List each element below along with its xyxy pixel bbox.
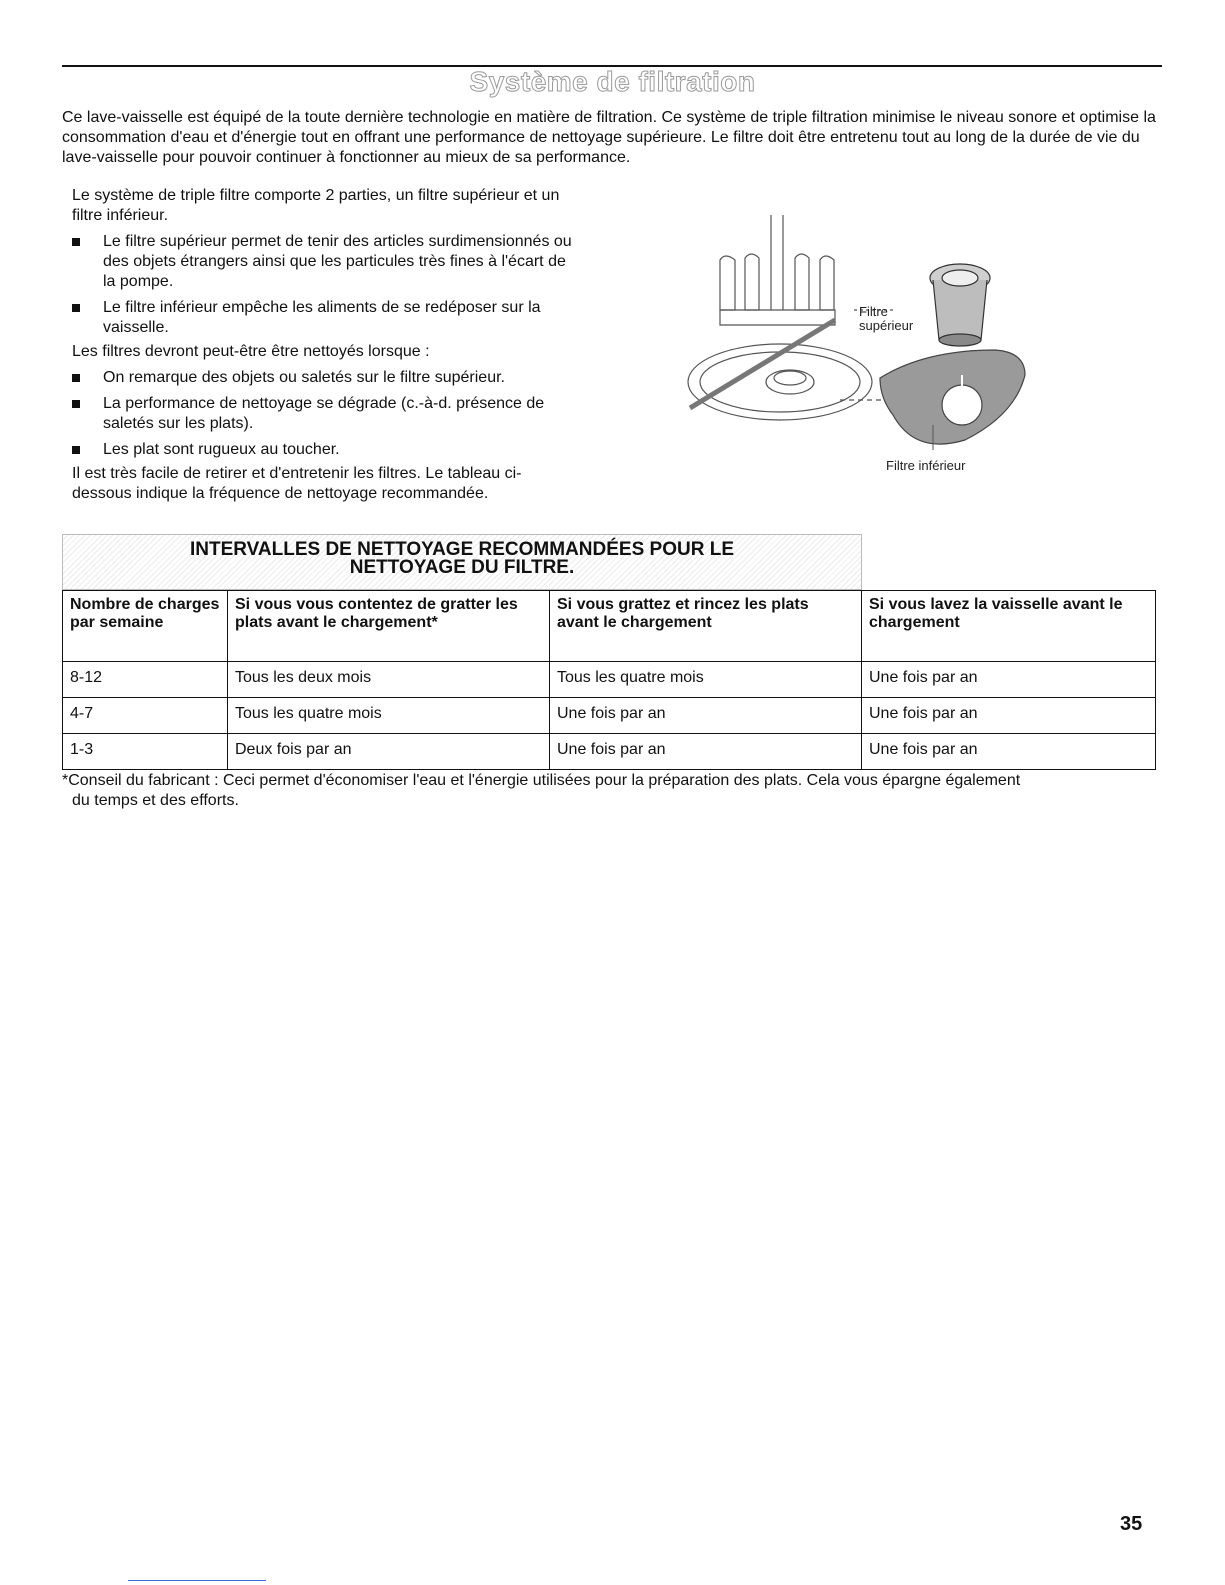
table-cell: Tous les quatre mois xyxy=(550,662,862,698)
bullet-objects: On remarque des objets ou saletés sur le filtre supérieur. xyxy=(72,368,572,388)
table-cell: Deux fois par an xyxy=(228,734,550,770)
bullet-performance: La performance de nettoyage se dégrade (c.-à-d. présence de saletés sur les plats). xyxy=(72,394,572,434)
table-header-row xyxy=(63,591,1156,662)
upper-filter-label-line2: supérieur xyxy=(859,318,914,333)
page-number: 35 xyxy=(1120,1513,1143,1535)
header-loads-per-week: Nombre de charges par semaine xyxy=(63,591,228,662)
footnote-line2: du temps et des efforts. xyxy=(72,792,239,809)
left-column xyxy=(72,186,572,504)
table-cell: Tous les quatre mois xyxy=(228,698,550,734)
easy-cleaning-paragraph: Il est très facile de retirer et d'entretenir les filtres. Le tableau ci-dessous indique la fréquence de nettoyage recommandée. xyxy=(72,465,522,502)
footnote xyxy=(62,771,1162,811)
table-row xyxy=(63,698,1156,734)
header-scrape-rinse: Si vous grattez et rincez les plats avant le chargement xyxy=(550,591,862,662)
page-title: Système de filtration xyxy=(469,66,756,97)
table-title-line2: NETTOYAGE DU FILTRE. xyxy=(349,557,575,578)
lower-filter-label: Filtre inférieur xyxy=(886,458,966,473)
bullet-lower-filter: Le filtre inférieur empêche les aliments de se redéposer sur la vaisselle. xyxy=(72,298,572,338)
table-cell: Une fois par an xyxy=(550,734,862,770)
table-row xyxy=(63,662,1156,698)
filter-parts-paragraph: Le système de triple filtre comporte 2 parties, un filtre supérieur et un filtre inférieur. xyxy=(72,187,560,224)
table-cell: 4-7 xyxy=(63,698,228,734)
table-cell: Une fois par an xyxy=(862,698,1156,734)
bullet-rough: Les plat sont rugueux au toucher. xyxy=(72,440,572,460)
table-title xyxy=(62,534,862,590)
table-cell: 1-3 xyxy=(63,734,228,770)
header-scrape-only: Si vous vous contentez de gratter les plats avant le chargement* xyxy=(228,591,550,662)
cleaning-intervals-table xyxy=(62,590,1156,770)
cleaning-when-paragraph: Les filtres devront peut-être être nettoyés lorsque : xyxy=(72,343,430,360)
table-cell: Tous les deux mois xyxy=(228,662,550,698)
header-wash-before: Si vous lavez la vaisselle avant le chargement xyxy=(862,591,1156,662)
bullet-upper-filter: Le filtre supérieur permet de tenir des articles surdimensionnés ou des objets étrangers ainsi que les particules très fines à l'écart de la pompe. xyxy=(72,232,572,292)
table-cell: Une fois par an xyxy=(862,662,1156,698)
footnote-line1: *Conseil du fabricant : Ceci permet d'économiser l'eau et l'énergie utilisées pour la préparation des plats. Cela vous épargne également xyxy=(62,772,1021,789)
table-cell: Une fois par an xyxy=(862,734,1156,770)
table-title-line1: INTERVALLES DE NETTOYAGE RECOMMANDÉES POUR LE xyxy=(189,539,735,560)
upper-filter-label-line1: Filtre xyxy=(859,304,888,319)
intro-paragraph: Ce lave-vaisselle est équipé de la toute dernière technologie en matière de filtration. Ce système de triple filtration minimise le niveau sonore et optimise la consommation d'eau et d'énergie tout en offrant une performance de nettoyage supérieure. Le filtre doit être entretenu tout au long de la durée de vie du lave-vaisselle pour pouvoir continuer à fonctionner au mieux de sa performance. xyxy=(62,109,1156,166)
filter-diagram xyxy=(665,200,1045,490)
table-cell: 8-12 xyxy=(63,662,228,698)
table-cell: Une fois par an xyxy=(550,698,862,734)
bottom-link-underline xyxy=(128,1580,266,1581)
table-row xyxy=(63,734,1156,770)
filter-illustration xyxy=(665,200,1045,490)
